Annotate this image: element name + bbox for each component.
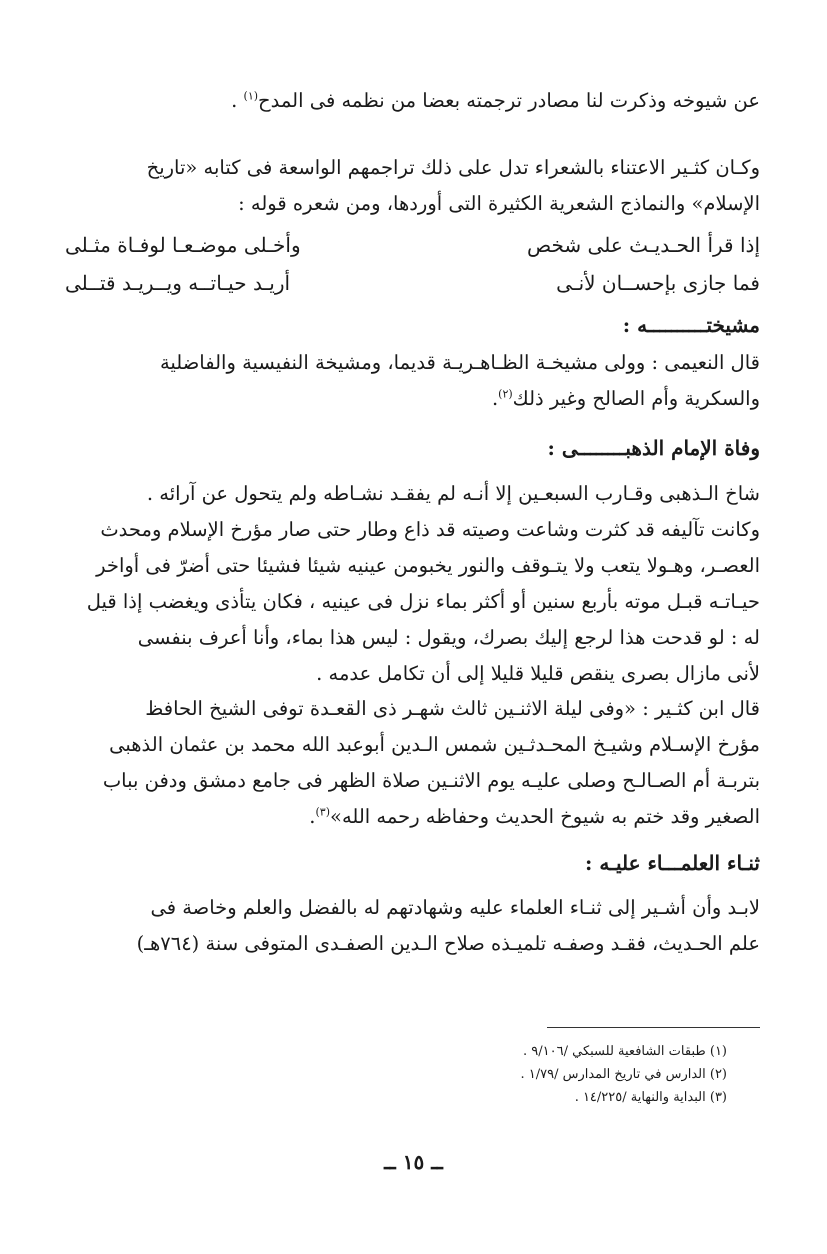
verse-hemistich: إذا قرأ الحـديـث على شخص bbox=[527, 233, 760, 257]
text-line: الصغير وقد ختم به شيوخ الحديث وحفاظه رحمه الله» bbox=[330, 805, 760, 828]
text-line: لابـد وأن أشـير إلى ثنـاء العلماء عليه وشهادتهم له بالفضل والعلم وخاصة فى bbox=[150, 896, 760, 919]
text-line: شاخ الـذهبى وقـارب السبعـين إلا أنـه لم يفقـد نشـاطه ولم يتحول عن آرائه . bbox=[146, 482, 760, 505]
section-heading-mashyakha: مشيختــــــــــه : bbox=[622, 313, 760, 337]
text-line: العصـر، وهـولا يتعب ولا يتـوقف والنور يخبومن عينيه شيئا فشيئا حتى أضرّ فى أواخر bbox=[96, 554, 760, 577]
footnote-ref: (١) bbox=[243, 89, 259, 103]
text-line-end: . bbox=[491, 387, 499, 410]
footnote-ref: (٣) bbox=[315, 805, 331, 819]
paragraph-intro bbox=[65, 83, 760, 119]
footnote-item: (٣) البداية والنهاية /١٤/٢٢٥ . bbox=[574, 1090, 727, 1105]
text-line: مؤرخ الإسـلام وشيـخ المحـدثـين شمس الـدين أبوعبد الله محمد بن عثمان الذهبى bbox=[109, 733, 760, 756]
text-line-end: . bbox=[309, 805, 316, 828]
verse-hemistich: وأخـلى موضـعـا لوفـاة مثـلى bbox=[65, 233, 301, 257]
verse-hemistich: فما جازى بإحســان لأنـى bbox=[556, 271, 760, 295]
text-line-end: . bbox=[231, 89, 244, 112]
paragraph-mashyakha bbox=[65, 345, 760, 417]
text-line: له : لو قدحت هذا لرجع إليك بصرك، ويقول : ليس هذا بماء، وأنا أعرف بنفسى bbox=[137, 626, 760, 649]
footnote-item: (١) طبقات الشافعية للسبكي /٩/١٠٦ . bbox=[523, 1044, 727, 1059]
section-heading-praise: ثنـاء العلمـــاء عليـه : bbox=[585, 851, 760, 875]
paragraph-death bbox=[65, 476, 760, 692]
paragraph-ibn-kathir bbox=[65, 691, 760, 835]
text-line: حيـاتـه قبـل موته بأربع سنين أو أكثر بماء نزل فى عينيه ، فكان يتأذى ويغضب إذا قيل bbox=[86, 590, 760, 613]
text-line: بتربـة أم الصـالـح وصلى عليـه يوم الاثنـين صلاة الظهر فى جامع دمشق ودفن بباب bbox=[102, 769, 760, 792]
footnote-item: (٢) الدارس في تاريخ المدارس /١/٧٩ . bbox=[520, 1067, 727, 1082]
text-line: لأنى مازال بصرى ينقص قليلا قليلا إلى أن تكامل عدمه . bbox=[316, 662, 760, 685]
verse-line bbox=[65, 264, 760, 302]
footnote-divider bbox=[547, 1027, 760, 1028]
text-line: والسكرية وأم الصالح وغير ذلك bbox=[512, 387, 760, 410]
text-line: علم الحـديث، فقـد وصفـه تلميـذه صلاح الـدين الصفـدى المتوفى سنة (٧٦٤هـ) bbox=[136, 932, 760, 955]
verse-line bbox=[65, 226, 760, 264]
footnotes bbox=[520, 1040, 727, 1109]
verse-hemistich: أريـد حيـاتــه ويــريـد قتــلى bbox=[65, 271, 291, 295]
paragraph-poetry-intro bbox=[65, 150, 760, 222]
text-line: قال النعيمى : وولى مشيخـة الظـاهـريـة قديما، ومشيخة النفيسية والفاضلية bbox=[159, 351, 760, 374]
text-line: وكـان كثـير الاعتناء بالشعراء تدل على ذلك تراجمهم الواسعة فى كتابه «تاريخ bbox=[146, 156, 760, 179]
footnote-ref: (٢) bbox=[498, 387, 513, 401]
text-line: الإسلام» والنماذج الشعرية الكثيرة التى أوردها، ومن شعره قوله : bbox=[238, 192, 760, 215]
text-line: وكانت تآليفه قد كثرت وشاعت وصيته قد ذاع وطار حتى صار مؤرخ الإسلام ومحدث bbox=[100, 518, 760, 541]
paragraph-praise bbox=[65, 890, 760, 962]
section-heading-death: وفاة الإمام الذهبــــــــى : bbox=[547, 436, 760, 460]
poem-verses bbox=[65, 226, 760, 302]
page-number: ــ ١٥ ــ bbox=[384, 1150, 443, 1174]
text-line: قال ابن كثـير : «وفى ليلة الاثنـين ثالث شهـر ذى القعـدة توفى الشيخ الحافظ bbox=[145, 697, 760, 720]
text-line: عن شيوخه وذكرت لنا مصادر ترجمته بعضا من نظمه فى المدح bbox=[258, 89, 760, 112]
